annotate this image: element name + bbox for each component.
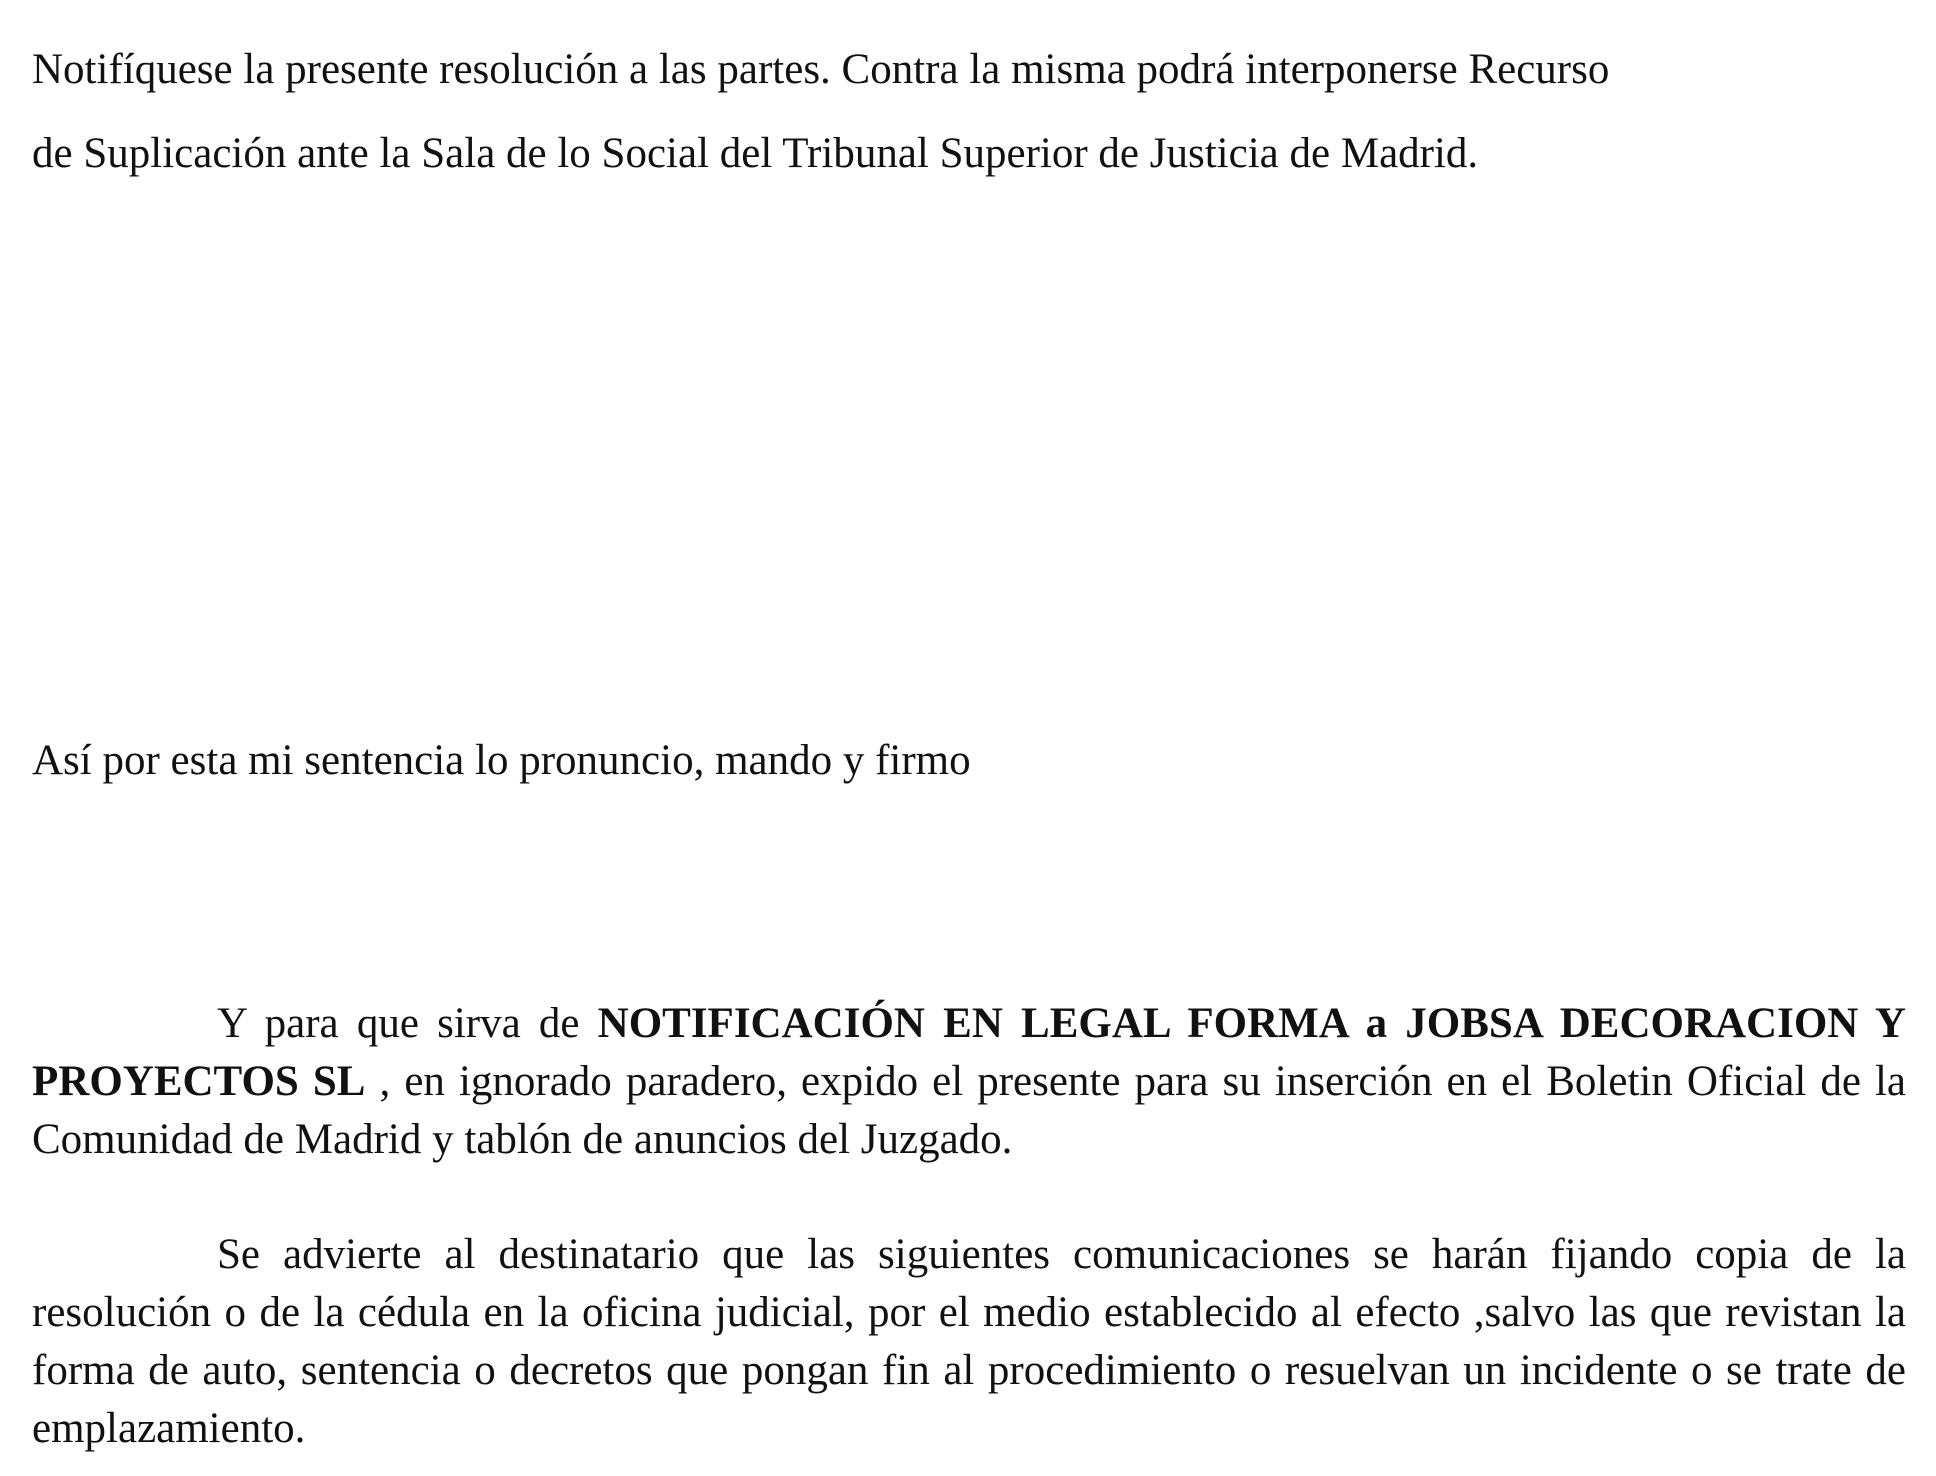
notification-line-2: de Suplicación ante la Sala de lo Social del Tribunal Superior de Justicia de Madrid. (32, 130, 1479, 177)
notification-line-1: Notifíquese la presente resolución a las partes. Contra la misma podrá interponerse Recurso (32, 46, 1610, 93)
warning-paragraph: Se advierte al destinatario que las siguientes comunicaciones se harán fijando copia de la resolución o de la cédula en la oficina judicial, por el medio establecido al efecto ,salvo las que revistan la forma de auto, sentencia o decretos que pongan fin al procedimiento o resuelvan un incidente o se trate de emplazamiento. (32, 1231, 1906, 1452)
legal-notice-intro: Y para que sirva de (217, 1000, 598, 1047)
legal-notice-rest: , en ignorado paradero, expido el presente para su inserción en el Boletin Oficial de la Comunidad de Madrid y tablón de anuncios del Juzgado. (32, 1058, 1906, 1163)
legal-notice-bold: NOTIFICACIÓN EN LEGAL FORMA a JOBSA DECORACION Y PROYECTOS SL (32, 1000, 1906, 1105)
sentence-closing: Así por esta mi sentencia lo pronuncio, mando y firmo (32, 737, 971, 784)
legal-notice-paragraph (32, 995, 1906, 1169)
notification-paragraph (32, 28, 1906, 196)
